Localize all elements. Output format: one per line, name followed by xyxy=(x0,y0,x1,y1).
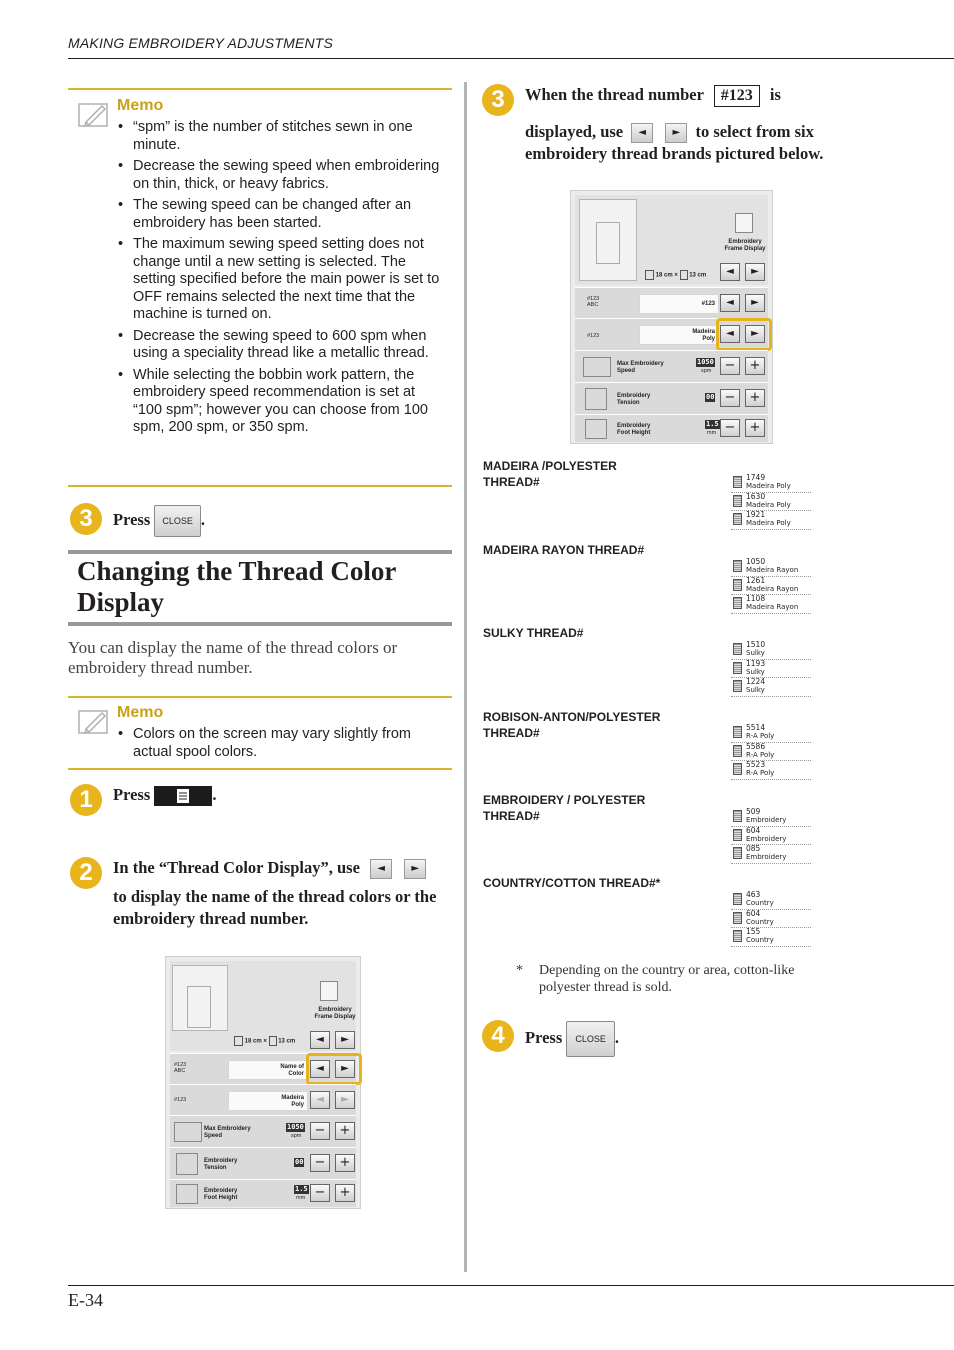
foot-height-label: Embroidery Foot Height xyxy=(204,1188,238,1201)
max-speed-row xyxy=(575,350,768,382)
minus-button[interactable]: − xyxy=(720,419,740,437)
right-arrow-button[interactable]: ► xyxy=(745,263,765,281)
thread-number: 155 xyxy=(746,927,761,936)
list-item xyxy=(731,493,811,512)
step-number-badge: 1 xyxy=(70,784,102,816)
thread-number: 1108 xyxy=(746,594,766,603)
list-item xyxy=(731,827,811,846)
foot-height-icon xyxy=(176,1184,198,1204)
tension-icon xyxy=(585,388,607,410)
max-speed-label: Max Embroidery Speed xyxy=(617,361,664,374)
page-number: E-34 xyxy=(68,1290,103,1310)
brand-label: ROBISON-ANTON/POLYESTER THREAD# xyxy=(483,710,661,740)
thread-brand-value: Madeira Poly xyxy=(639,325,719,345)
spool-icon xyxy=(733,893,742,905)
thread-number: 1510 xyxy=(746,640,766,649)
spool-icon xyxy=(733,579,742,591)
close-button[interactable]: CLOSE xyxy=(566,1021,615,1057)
thread-number: 463 xyxy=(746,890,761,899)
section-intro: You can display the name of the thread colors or embroidery thread number. xyxy=(68,638,398,677)
left-arrow-button[interactable]: ◄ xyxy=(310,1091,330,1109)
left-arrow-button[interactable]: ◄ xyxy=(370,859,392,879)
thread-brand-name: Sulky xyxy=(746,667,765,676)
left-arrow-button[interactable]: ◄ xyxy=(720,263,740,281)
close-button[interactable]: CLOSE xyxy=(154,505,201,537)
period: . xyxy=(212,785,217,804)
thread-number: 5514 xyxy=(746,723,766,732)
settings-button[interactable] xyxy=(154,786,212,806)
right-arrow-button[interactable]: ► xyxy=(745,325,765,343)
spool-icon xyxy=(733,662,742,674)
right-arrow-button[interactable]: ► xyxy=(335,1060,355,1078)
frame-display-label: Embroidery Frame Display xyxy=(314,1007,356,1020)
thread-brand-name: Sulky xyxy=(746,686,765,694)
step-number-badge: 3 xyxy=(482,84,514,116)
footer-rule xyxy=(68,1285,954,1286)
thread-display-row xyxy=(170,1053,356,1084)
thread-brand-name: Madeira Rayon xyxy=(746,566,799,574)
period: . xyxy=(200,509,206,529)
thread-brand-row xyxy=(575,318,768,350)
frame-size: 18 cm × 13 cm xyxy=(234,1036,295,1046)
thread-brand-name: Sulky xyxy=(746,649,765,657)
speed-value: 1050 xyxy=(287,1123,304,1131)
thread-number: 1193 xyxy=(746,658,766,668)
tension-row xyxy=(575,382,768,414)
frame-display-icon[interactable] xyxy=(735,213,753,233)
list-item: • While selecting the bobbin work pattern, the embroidery speed recommendation is set at “100 spm”; however you can choose from 100 spm, 200 spm, or 350 spm. xyxy=(118,367,448,437)
plus-button[interactable]: + xyxy=(335,1154,355,1172)
thread-swatch-list xyxy=(731,474,811,530)
thread-brand-name: Madeira Rayon xyxy=(746,584,799,593)
plus-button[interactable]: + xyxy=(745,419,765,437)
thread-swatch-list xyxy=(731,558,811,614)
frame-preview xyxy=(172,965,228,1031)
list-item xyxy=(731,910,811,929)
plus-button[interactable]: + xyxy=(745,357,765,375)
thread-brand-name: R-A Poly xyxy=(746,769,775,777)
thread-number: 1921 xyxy=(746,510,766,519)
spool-icon xyxy=(733,726,742,738)
memo-top-rule xyxy=(68,696,452,698)
frame-size-icon xyxy=(680,270,688,280)
speed-unit: spm xyxy=(291,1133,302,1139)
frame-area xyxy=(575,195,768,285)
thread-number-icon: #123 ABC xyxy=(174,1062,187,1074)
brand-label: MADEIRA /POLYESTER THREAD# xyxy=(483,459,617,489)
thread-brand-name: Madeira Poly xyxy=(746,482,791,490)
left-arrow-button[interactable]: ◄ xyxy=(310,1060,330,1078)
frame-size-icon xyxy=(234,1036,243,1046)
speed-unit: spm xyxy=(701,368,712,374)
spool-icon xyxy=(733,495,742,507)
thread-number: 1261 xyxy=(746,575,766,585)
speed-icon xyxy=(583,357,611,377)
list-item xyxy=(731,641,811,660)
spool-icon xyxy=(733,597,742,609)
memo-bottom-rule xyxy=(68,768,452,770)
tension-row xyxy=(170,1147,356,1179)
minus-button[interactable]: − xyxy=(720,357,740,375)
thread-brand-name: Embroidery xyxy=(746,853,787,861)
list-item xyxy=(731,558,811,577)
minus-button[interactable]: − xyxy=(720,389,740,407)
thread-brand-icon: #123 xyxy=(174,1097,187,1103)
memo-pencil-icon xyxy=(78,707,110,740)
tension-label: Embroidery Tension xyxy=(204,1158,238,1171)
list-item: • “spm” is the number of stitches sewn in one minute. xyxy=(118,119,448,154)
step-number-badge: 3 xyxy=(70,503,102,535)
left-arrow-button[interactable]: ◄ xyxy=(720,325,740,343)
list-item xyxy=(731,724,811,743)
plus-button[interactable]: + xyxy=(335,1184,355,1202)
speed-value: 1050 xyxy=(697,358,714,366)
tension-icon xyxy=(176,1153,198,1175)
frame-display-label: Embroidery Frame Display xyxy=(724,239,766,252)
right-arrow-button[interactable]: ► xyxy=(745,294,765,312)
left-arrow-button[interactable]: ◄ xyxy=(631,123,653,143)
list-item xyxy=(731,891,811,910)
list-item: • Decrease the sewing speed to 600 spm when using a speciality thread like a metallic thread. xyxy=(118,328,448,363)
right-arrow-button[interactable]: ► xyxy=(665,123,687,143)
press-label: Press xyxy=(113,509,151,529)
spool-icon xyxy=(733,763,742,775)
spool-icon xyxy=(733,745,742,757)
foot-height-icon xyxy=(585,419,607,439)
header-rule xyxy=(68,58,954,59)
memo-bottom-rule xyxy=(68,485,452,487)
thread-swatch-list xyxy=(731,891,811,947)
thread-swatch-list xyxy=(731,641,811,697)
list-item xyxy=(731,474,811,493)
spool-icon xyxy=(733,930,742,942)
list-item xyxy=(731,761,811,780)
thread-brand-name: Embroidery xyxy=(746,834,787,843)
section-title: Changing the Thread Color Display xyxy=(77,556,397,617)
thread-brand-name: R-A Poly xyxy=(746,750,775,759)
plus-button[interactable]: + xyxy=(745,389,765,407)
frame-size-icon xyxy=(269,1036,277,1046)
spool-icon xyxy=(733,680,742,692)
minus-button[interactable]: − xyxy=(310,1154,330,1172)
list-item xyxy=(731,845,811,864)
thread-number: 5586 xyxy=(746,741,766,751)
step-number-badge: 2 xyxy=(70,857,102,889)
memo-pencil-icon xyxy=(78,100,110,133)
spool-icon xyxy=(733,513,742,525)
memo-title: Memo xyxy=(117,97,164,114)
thread-number-icon: #123 ABC xyxy=(587,296,600,308)
right-arrow-button[interactable]: ► xyxy=(404,859,426,879)
foot-height-value: 1.5 xyxy=(295,1185,308,1193)
list-item xyxy=(731,808,811,827)
memo-list xyxy=(118,119,448,441)
tension-value: 00 xyxy=(295,1158,304,1166)
thread-brand-name: Country xyxy=(746,899,774,907)
max-speed-label: Max Embroidery Speed xyxy=(204,1126,251,1139)
minus-button[interactable]: − xyxy=(310,1184,330,1202)
plus-button[interactable]: + xyxy=(335,1122,355,1140)
memo-list xyxy=(118,726,448,765)
step-number-badge: 4 xyxy=(482,1020,514,1052)
thread-brand-icon: #123 xyxy=(587,333,600,339)
foot-height-value: 1.5 xyxy=(706,420,719,428)
brand-label: EMBROIDERY / POLYESTER THREAD# xyxy=(483,793,646,823)
thread-brand-name: Madeira Rayon xyxy=(746,603,799,611)
list-item: • The maximum sewing speed setting does not change until a new setting is selected. The setting specified before the main power is set to OFF remains selected the next time that the machine is turned on. xyxy=(118,236,448,324)
section-top-bar xyxy=(68,550,452,554)
brand-label: COUNTRY/COTTON THREAD#* xyxy=(483,876,661,890)
settings-screen xyxy=(165,956,361,1209)
thread-number: 1749 xyxy=(746,473,766,482)
right-arrow-button[interactable]: ► xyxy=(335,1031,355,1049)
thread-brand-name: Country xyxy=(746,936,774,944)
left-arrow-button[interactable]: ◄ xyxy=(310,1031,330,1049)
left-arrow-button[interactable]: ◄ xyxy=(720,294,740,312)
thread-number: 604 xyxy=(746,908,761,918)
list-item: • Colors on the screen may vary slightly from actual spool colors. xyxy=(118,726,448,761)
foot-height-unit: mm xyxy=(707,430,717,436)
thread-brand-value: Madeira Poly xyxy=(228,1091,308,1111)
foot-height-unit: mm xyxy=(296,1195,306,1201)
tension-value: 00 xyxy=(706,393,715,401)
column-divider xyxy=(464,82,467,1272)
frame-display-icon[interactable] xyxy=(320,981,338,1001)
tension-label: Embroidery Tension xyxy=(617,393,651,406)
step-text-line: to display the name of the thread colors or the embroidery thread number. xyxy=(113,887,437,929)
press-label: Press xyxy=(113,785,151,804)
max-speed-row xyxy=(170,1115,356,1147)
memo-title: Memo xyxy=(117,704,164,721)
thread-brand-name: Country xyxy=(746,917,774,926)
page-icon xyxy=(176,788,190,804)
step-instruction xyxy=(525,1021,619,1057)
thread-number: 085 xyxy=(746,844,761,853)
thread-display-row xyxy=(575,287,768,318)
step-instruction xyxy=(113,784,217,806)
thread-brand-name: Embroidery xyxy=(746,816,787,824)
thread-display-value: #123 xyxy=(639,294,719,314)
speed-icon xyxy=(174,1122,202,1142)
list-item xyxy=(731,743,811,762)
list-item: • Decrease the sewing speed when embroidering on thin, thick, or heavy fabrics. xyxy=(118,158,448,193)
list-item xyxy=(731,577,811,596)
foot-height-row xyxy=(170,1179,356,1207)
spool-icon xyxy=(733,560,742,572)
thread-number: 1630 xyxy=(746,491,766,501)
list-item xyxy=(731,928,811,947)
thread-brand-name: Madeira Poly xyxy=(746,519,791,527)
list-item xyxy=(731,511,811,530)
list-item xyxy=(731,660,811,679)
foot-height-label: Embroidery Foot Height xyxy=(617,423,651,436)
list-item xyxy=(731,678,811,697)
thread-brand-row xyxy=(170,1084,356,1115)
frame-size-icon xyxy=(645,270,654,280)
thread-number-box: #123 xyxy=(714,85,760,107)
spool-icon xyxy=(733,643,742,655)
thread-number: 604 xyxy=(746,825,761,835)
section-bottom-bar xyxy=(68,622,452,626)
step-instruction xyxy=(113,505,205,537)
press-label: Press xyxy=(525,1027,563,1047)
footnote-text: Depending on the country or area, cotton-like polyester thread is sold. xyxy=(539,963,795,995)
thread-brand-name: Madeira Poly xyxy=(746,500,791,509)
frame-preview xyxy=(579,199,637,281)
spool-icon xyxy=(733,476,742,488)
list-item: • The sewing speed can be changed after an embroidery has been started. xyxy=(118,197,448,232)
step-instruction xyxy=(113,857,453,930)
spool-icon xyxy=(733,912,742,924)
thread-number: 5523 xyxy=(746,760,766,769)
list-item xyxy=(731,595,811,614)
step-text-line: In the “Thread Color Display”, use xyxy=(113,858,360,877)
brand-label: MADEIRA RAYON THREAD# xyxy=(483,543,645,557)
highlight-frame xyxy=(716,318,772,351)
running-header: MAKING EMBROIDERY ADJUSTMENTS xyxy=(68,35,334,51)
thread-swatch-list xyxy=(731,808,811,864)
brand-label: SULKY THREAD# xyxy=(483,626,584,640)
highlight-frame xyxy=(306,1053,362,1085)
foot-height-row xyxy=(575,414,768,442)
thread-number: 1224 xyxy=(746,677,766,686)
settings-screen xyxy=(570,190,773,444)
period: . xyxy=(614,1027,620,1047)
frame-area xyxy=(170,961,356,1051)
thread-brand-name: R-A Poly xyxy=(746,732,775,740)
spool-icon xyxy=(733,829,742,841)
frame-size: 18 cm × 13 cm xyxy=(645,270,706,280)
thread-display-value: Name of Color xyxy=(228,1060,308,1080)
step-instruction: When the thread number #123 is displayed, use ◄ ► to select from six embroidery thread brands pictured below. xyxy=(525,85,824,164)
thread-number: 509 xyxy=(746,807,761,816)
spool-icon xyxy=(733,847,742,859)
spool-icon xyxy=(733,810,742,822)
minus-button[interactable]: − xyxy=(310,1122,330,1140)
footnote-mark: * xyxy=(516,963,523,978)
thread-swatch-list xyxy=(731,724,811,780)
right-arrow-button[interactable]: ► xyxy=(335,1091,355,1109)
thread-number: 1050 xyxy=(746,557,766,566)
memo-top-rule xyxy=(68,88,452,90)
